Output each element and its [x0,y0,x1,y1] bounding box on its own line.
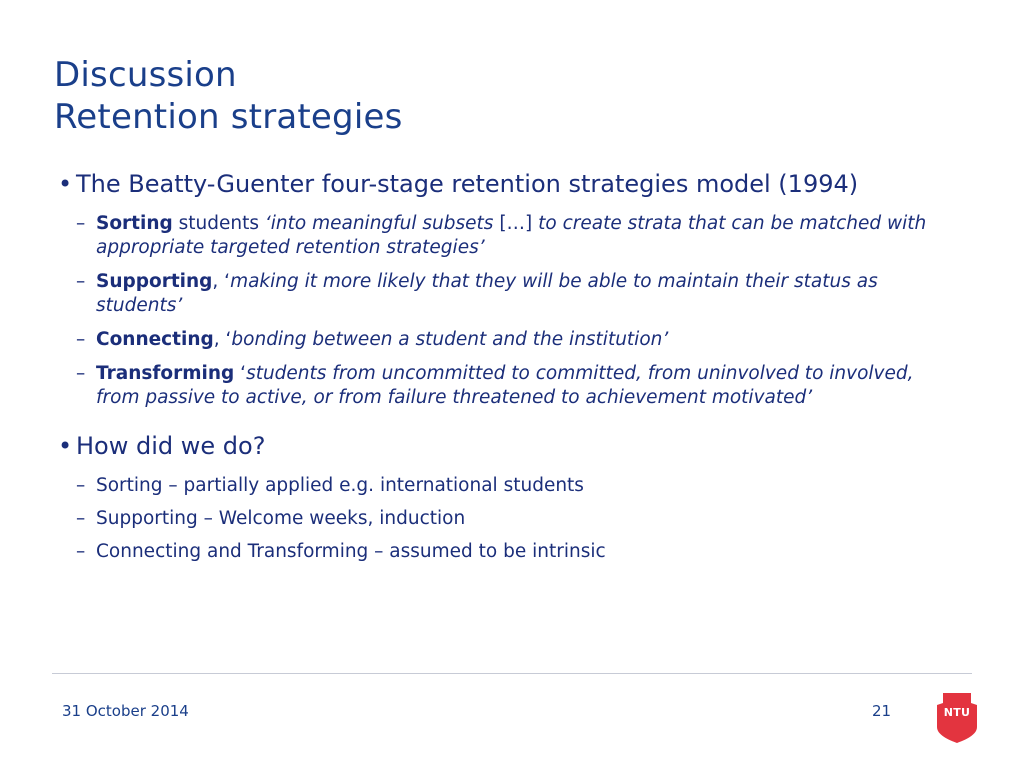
dash-icon: – [76,213,86,234]
sub-item-eval-sorting [76,474,966,498]
term-supporting: Supporting [96,271,213,292]
dash-icon: – [76,329,86,350]
slide-title-line1: Discussion [54,55,237,95]
bullet-how-did-we-do [56,428,966,464]
sub-item-eval-connecting [76,540,966,564]
spacer [56,420,966,428]
footer-divider [52,673,972,674]
sub-item-eval-supporting [76,507,966,531]
sub-text: students [172,213,265,234]
quote-text: to create strata that can be matched with appropriate targeted retention strategies’ [96,213,927,258]
bullet-text: How did we do? [76,432,266,460]
sub-text: Supporting – Welcome weeks, induction [96,508,466,529]
ntu-logo-icon [937,693,977,743]
sub-item-supporting [76,270,956,318]
slide-title [54,54,403,138]
sub-text: Sorting – partially applied e.g. international students [96,475,584,496]
sub-text: ‘ [234,363,247,384]
bullet-text: The Beatty-Guenter four-stage retention strategies model (1994) [76,170,859,198]
footer-date: 31 October 2014 [62,702,189,720]
dash-icon: – [76,363,86,384]
term-sorting: Sorting [96,213,173,234]
dash-icon: – [76,475,86,496]
sub-item-sorting [76,212,956,260]
slide-content [56,166,966,573]
sub-item-connecting [76,328,956,352]
logo-text: NTU [943,706,971,719]
dash-icon: – [76,271,86,292]
dash-icon: – [76,541,86,562]
sub-list-model [76,212,966,410]
sub-text: […] [493,213,539,234]
sub-list-evaluation [76,474,966,564]
quote-text: ‘into meaningful subsets [264,213,494,234]
quote-text: students from uncommitted to committed, from uninvolved to involved, from passive to active, or from failure threatened to achievement motivated’ [96,363,914,408]
sub-item-transforming [76,362,956,410]
sub-text: Connecting and Transforming – assumed to be intrinsic [96,541,606,562]
page-number: 21 [872,702,892,720]
bullet-dot-icon: • [58,170,73,198]
dash-icon: – [76,508,86,529]
bullet-model [56,166,966,202]
sub-text: , ‘ [213,329,232,350]
term-transforming: Transforming [96,363,235,384]
term-connecting: Connecting [96,329,214,350]
slide-title-line2: Retention strategies [54,97,403,137]
sub-text: , ‘ [212,271,231,292]
quote-text: bonding between a student and the institution’ [231,329,669,350]
bullet-dot-icon: • [58,432,73,460]
quote-text: making it more likely that they will be able to maintain their status as students’ [96,271,878,316]
